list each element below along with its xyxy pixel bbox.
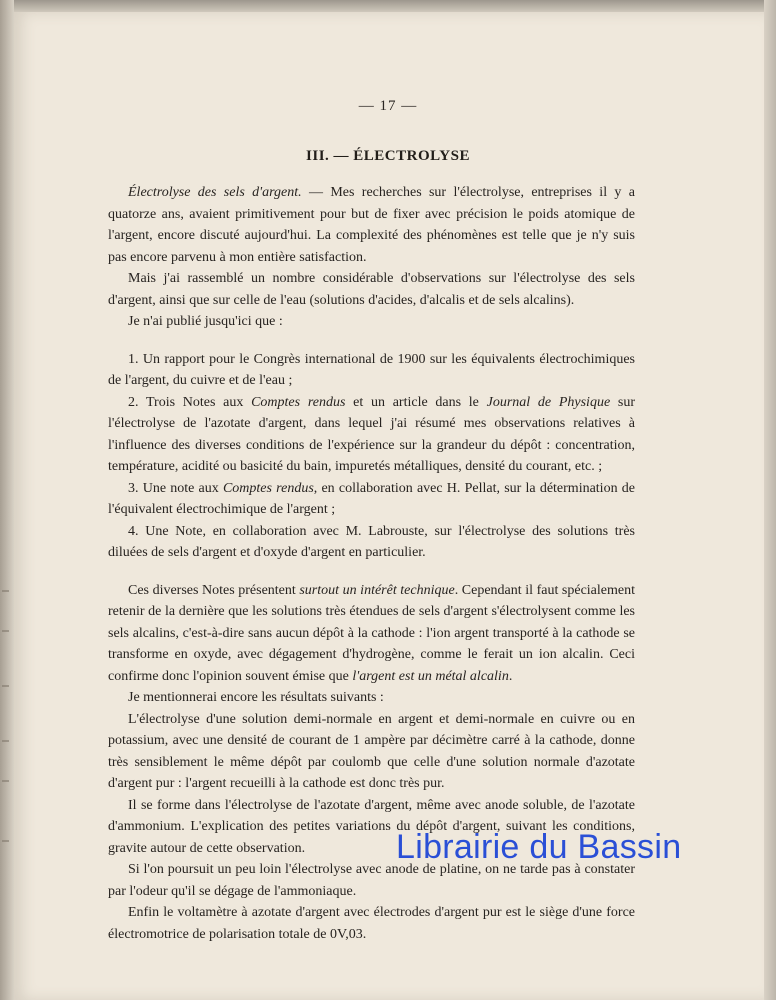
paragraph: Je mentionnerai encore les résultats suivants : — [128, 690, 384, 705]
paragraph: Si l'on poursuit un peu loin l'électrolyse avec anode de platine, on ne tarde pas à constater par l'odeur qu'il se dégage de l'ammoniaque. — [108, 862, 635, 899]
list-item: 3. Une note aux Comptes rendus, en collaboration avec H. Pellat, sur la détermination de l'équivalent électrochimique de l'argent ; — [108, 480, 635, 517]
paragraph — [108, 182, 635, 268]
list-item: 4. Une Note, en collaboration avec M. Labrouste, sur l'électrolyse des solutions très diluées de sels d'argent et d'oxyde d'argent en particulier. — [108, 523, 635, 560]
paragraph: Je n'ai publié jusqu'ici que : — [128, 314, 283, 329]
page-number: — 17 — — [358, 98, 418, 114]
paragraph: Il se forme dans l'électrolyse de l'azotate d'argent, même avec anode soluble, de l'azotate d'ammonium. L'explication des petites variations du dépôt d'argent, suivant les conditions, gravite autour de cette observation. — [108, 797, 635, 856]
paragraph-text: — Mes recherches sur l'électrolyse, entreprises il y a quatorze ans, avaient primitivement pour but de fixer avec précision le poids atomique de l'argent, encore discuté aujourd'hui. La complexité des phénomènes est telle que je n'y suis pas encore parvenu à mon entière satisfaction. — [108, 185, 635, 265]
paragraph: Enfin le voltamètre à azotate d'argent avec électrodes d'argent pur est le siège d'une force électromotrice de polarisation totale de 0V,03. — [108, 905, 635, 942]
list-item: 1. Un rapport pour le Congrès international de 1900 sur les équivalents électrochimiques de l'argent, du cuivre et de l'eau ; — [108, 351, 635, 388]
paragraph-lead: Électrolyse des sels d'argent. — [128, 185, 302, 200]
section-heading: III. — ÉLECTROLYSE — [306, 148, 470, 164]
watermark-text: Librairie du Bassin — [396, 828, 682, 866]
paragraph: L'électrolyse d'une solution demi-normale en argent et demi-normale en cuivre ou en potassium, avec une densité de courant de 1 ampère par décimètre carré à la cathode, donne très sensiblement le même dépôt par coulomb que celle d'une solution normale d'azotate d'argent pur : l'argent recueilli à la cathode est donc très pur. — [108, 711, 635, 791]
paragraph: Ces diverses Notes présentent surtout un intérêt technique. Cependant il faut spécialement retenir de la dernière que les solutions très étendues de sels d'argent s'électrolysent comme les sels alcalins, c'est-à-dire sans aucun dépôt à la cathode : l'ion argent transporté à la cathode se transforme en oxyde, avec dégagement d'hydrogène, comme le ferait un ion alcalin. Ceci confirme donc l'opinion souvent émise que l'argent est un métal alcalin. — [108, 582, 635, 684]
scan-top-edge — [0, 0, 776, 12]
paragraph: Mais j'ai rassemblé un nombre considérable d'observations sur l'électrolyse des sels d'argent, ainsi que sur celle de l'eau (solutions d'acides, d'alcalis et de sels alcalins). — [108, 271, 635, 308]
list-item: 2. Trois Notes aux Comptes rendus et un article dans le Journal de Physique sur l'électrolyse de l'azotate d'argent, dans lequel j'ai résumé mes observations relatives à l'influence des diverses conditions de l'expérience sur la grandeur du dépôt : concentration, température, acidité ou basicité du bain, impuretés métalliques, densité du courant, etc. ; — [108, 394, 636, 474]
facing-page-bleed — [0, 590, 12, 890]
